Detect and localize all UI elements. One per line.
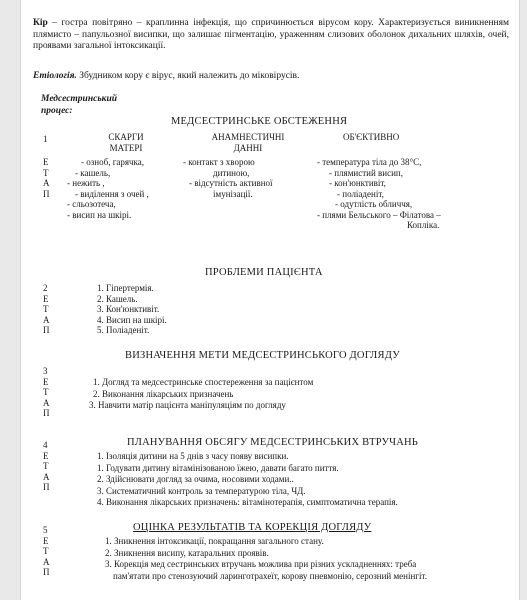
list-item: 3. Навчити матір пацієнта маніпуляціям по догляду [89, 400, 286, 410]
exam-letters [43, 157, 50, 199]
list-item: 1. Годувати дитину вітамінізованою їжею, давати багато пиття. [97, 462, 339, 473]
list-item: Копліка. [407, 220, 440, 230]
evaluation-heading: ОЦІНКА РЕЗУЛЬТАТІВ ТА КОРЕКЦІЯ ДОГЛЯДУ [133, 522, 372, 533]
exam-col1-title-line: МАТЕРІ [109, 142, 143, 153]
document-page [20, 0, 520, 600]
stage-letter: Т [43, 167, 49, 178]
stage-letter: П [43, 325, 50, 335]
intro-definition: – гостра повітряно – краплинна інфекція, що спричинюється вірусом кору. Характеризується виникненням плямисто – папульозної висипки, що залишає пігментацію, ураженням слизових оболонок дихальних шляхів, очей, проявами загальної інтоксикації. [33, 18, 509, 51]
stage-letter: А [43, 556, 50, 567]
etiology-term: Етіологія. [33, 71, 77, 81]
stage-letter: Е [43, 157, 49, 167]
exam-col2-list [183, 157, 273, 199]
list-item: - контакт з хворою [183, 157, 255, 167]
goals-letters [43, 366, 50, 419]
list-item: - сльозотеча, [67, 199, 116, 209]
list-item: - поліаденіт, [337, 188, 384, 199]
exam-col2-title [193, 132, 303, 153]
goals-heading: ВИЗНАЧЕННЯ МЕТИ МЕДСЕСТРИНСЬКОГО ДОГЛЯДУ [125, 350, 400, 361]
stage-letter: Е [43, 376, 49, 387]
stage-letter: П [43, 567, 50, 577]
list-item: 1. Ізоляція дитини на 5 днів з часу появу висипки. [97, 451, 289, 461]
list-item: 2. Здійснювати догляд за очима, носовими ходами.. [97, 474, 294, 484]
exam-col3-list [317, 157, 441, 231]
stage-letter: П [43, 408, 50, 418]
list-item: - відсутність активної [189, 178, 273, 188]
list-item: - плямистий висип, [329, 167, 403, 178]
list-item: дитиною, [213, 167, 250, 178]
exam-col2-title-line: АНАМНЕСТИЧНІ [211, 132, 285, 142]
list-item: 3. Корекція мед сестринських втручань можлива при різних ускладненнях: треба [105, 559, 417, 569]
stage-letter: Т [43, 546, 49, 556]
list-item: 5. Поліаденіт. [97, 325, 150, 335]
stage-letter: А [43, 471, 50, 482]
list-item: 3. Кон'юнктивіт. [97, 304, 160, 314]
etiology-line [33, 71, 299, 81]
etiology-text: Збудником кору є вірус, який належить до міковірусів. [76, 71, 300, 81]
list-item: - кашель, [75, 167, 111, 178]
planning-heading: ПЛАНУВАННЯ ОБСЯГУ МЕДСЕСТРИНСЬКИХ ВТРУЧАНЬ [127, 437, 418, 448]
list-item: - висип на шкірі. [67, 209, 132, 220]
stage-letter: Е [43, 535, 49, 546]
list-item: 2. Кашель. [97, 293, 138, 304]
list-item: 3. Систематичний контроль за температурою тіла, ЧД. [97, 485, 306, 496]
planning-list [97, 451, 398, 509]
stage-letter: Е [43, 450, 49, 461]
list-item: 4. Виконання лікарських призначень: вітамінотерапія, симптоматична терапія. [97, 497, 398, 507]
exam-col1-title-line: СКАРГИ [108, 132, 144, 142]
stage-letter: Т [43, 387, 49, 397]
stage-letter: А [43, 397, 50, 408]
goals-list [81, 377, 313, 412]
exam-col3-title [343, 132, 399, 143]
exam-stage-number: 1 [43, 134, 48, 144]
exam-col1-title [81, 132, 171, 153]
stage-letter: Т [43, 461, 49, 471]
exam-col1-list [67, 157, 149, 220]
evaluation-letters [43, 525, 50, 578]
problems-letters [43, 283, 50, 336]
process-label-line1: Медсестринський [41, 94, 118, 104]
stage-number: 2 [43, 283, 48, 293]
evaluation-list [105, 536, 427, 582]
list-item: 4. Висип на шкірі. [97, 314, 167, 325]
list-item: імунізації. [213, 188, 253, 199]
stage-number: 3 [43, 366, 48, 376]
stage-letter: Т [43, 304, 49, 314]
list-item: 2. Зникнення висипу, катаральних проявів. [105, 547, 269, 558]
stage-letter: А [43, 314, 50, 325]
problems-heading: ПРОБЛЕМИ ПАЦІЄНТА [205, 267, 323, 278]
list-item: - плями Бельського – Філатова – [317, 209, 441, 220]
planning-letters [43, 440, 50, 493]
list-item: - температура тіла до 38°С, [317, 157, 422, 167]
list-item: пам'ятати про стенозуючий ларинготрахеїт, корову пневмонію, серозний менінгіт. [113, 570, 428, 581]
list-item: - кон'юнктивіт, [329, 178, 386, 188]
list-item: - нежить , [67, 178, 105, 188]
stage-letter: П [43, 482, 50, 492]
list-item: 1. Догляд та медсестринське спостереження за пацієнтом [93, 377, 314, 387]
intro-term: Кір [33, 18, 48, 28]
list-item: 1. Гіпертермія. [97, 283, 154, 293]
intro-paragraph [33, 18, 509, 53]
problems-list [97, 283, 167, 336]
list-item: - виділення з очей , [75, 188, 149, 199]
stage-letter: П [43, 188, 50, 199]
exam-col3-title-line: ОБ'ЄКТИВНО [343, 132, 400, 142]
stage-letter: Е [43, 293, 49, 304]
exam-heading: МЕДСЕСТРИНСЬКЕ ОБСТЕЖЕННЯ [171, 116, 348, 127]
list-item: - одутлість обличчя, [335, 199, 413, 209]
stage-letter: А [43, 178, 50, 188]
list-item: 1. Зникнення інтоксикації, покращання загального стану. [105, 536, 324, 546]
list-item: - озноб, гарячка, [81, 157, 145, 167]
exam-col2-title-line: ДАННІ [233, 142, 263, 153]
stage-number: 5 [43, 525, 48, 535]
process-label-line2: процес: [41, 106, 73, 116]
list-item: 2. Виконання лікарських призначень [93, 388, 234, 399]
stage-number: 4 [43, 440, 48, 450]
